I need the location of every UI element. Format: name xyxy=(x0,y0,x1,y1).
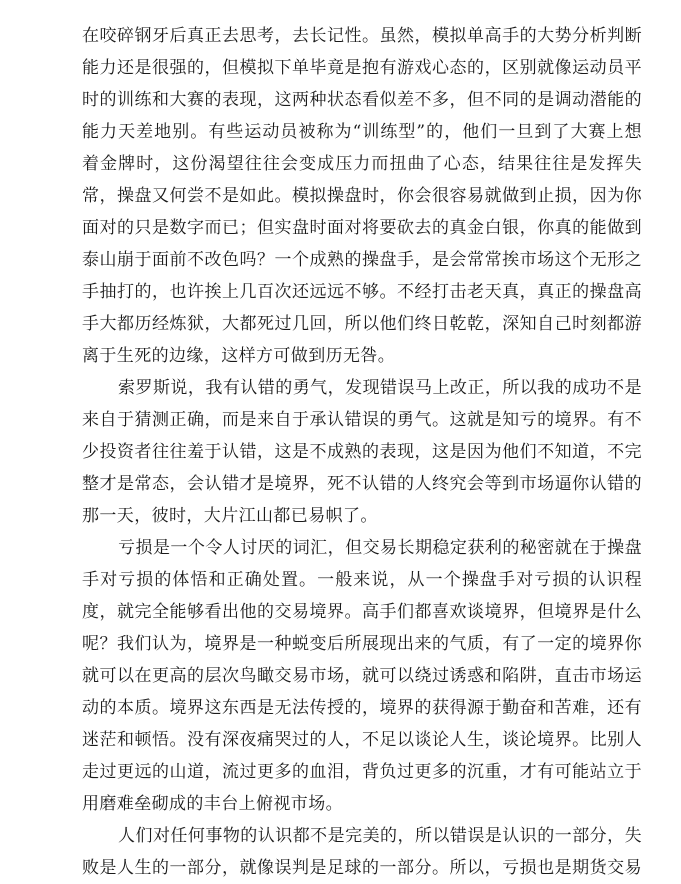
text-line: 迷茫和顿悟。没有深夜痛哭过的人，不足以谈论人生，谈论境界。比别人 xyxy=(82,730,642,750)
text-line: 来自于猜测正确，而是来自于承认错误的勇气。这就是知亏的境界。有不 xyxy=(82,410,642,430)
text-line: 用磨难垒砌成的丰台上俯视市场。 xyxy=(82,794,343,814)
text-line: 能力天差地别。有些运动员被称为“训练型”的，他们一旦到了大赛上想 xyxy=(82,122,642,142)
text-line: 度，就完全能够看出他的交易境界。高手们都喜欢谈境界，但境界是什么 xyxy=(82,602,642,622)
text-line: 能力还是很强的，但模拟下单毕竟是抱有游戏心态的，区别就像运动员平 xyxy=(82,58,642,78)
text-line: 泰山崩于面前不改色吗？一个成熟的操盘手，是会常常挨市场这个无形之 xyxy=(82,250,642,270)
text-line: 那一天，彼时，大片江山都已易帜了。 xyxy=(82,506,378,526)
text-line: 呢？我们认为，境界是一种蜕变后所展现出来的气质，有了一定的境界你 xyxy=(82,634,642,654)
text-line: 索罗斯说，我有认错的勇气，发现错误马上改正，所以我的成功不是 xyxy=(118,378,642,398)
text-line: 败是人生的一部分，就像误判是足球的一部分。所以，亏损也是期货交易 xyxy=(82,858,642,878)
text-line: 着金牌时，这份渴望往往会变成压力而扭曲了心态，结果往往是发挥失 xyxy=(82,154,642,174)
text-line: 整才是常态，会认错才是境界，死不认错的人终究会等到市场逼你认错的 xyxy=(82,474,642,494)
text-line: 手对亏损的体悟和正确处置。一般来说，从一个操盘手对亏损的认识程 xyxy=(82,570,642,590)
text-line: 时的训练和大赛的表现，这两种状态看似差不多，但不同的是调动潜能的 xyxy=(82,90,642,110)
text-line: 手大都历经炼狱，大都死过几回，所以他们终日乾乾，深知自己时刻都游 xyxy=(82,314,642,334)
text-line: 面对的只是数字而已；但实盘时面对将要砍去的真金白银，你真的能做到 xyxy=(82,218,642,238)
text-line: 常，操盘又何尝不是如此。模拟操盘时，你会很容易就做到止损，因为你 xyxy=(82,186,642,206)
text-line: 人们对任何事物的认识都不是完美的，所以错误是认识的一部分，失 xyxy=(118,826,642,846)
text-line: 离于生死的边缘，这样方可做到历无咎。 xyxy=(82,346,396,366)
text-line: 就可以在更高的层次鸟瞰交易市场，就可以绕过诱惑和陷阱，直击市场运 xyxy=(82,666,642,686)
text-line: 亏损是一个令人讨厌的词汇，但交易长期稳定获利的秘密就在于操盘 xyxy=(118,538,642,558)
text-line: 动的本质。境界这东西是无法传授的，境界的获得源于勤奋和苦难，还有 xyxy=(82,698,642,718)
body-text xyxy=(82,20,642,884)
text-line: 少投资者往往羞于认错，这是不成熟的表现，这是因为他们不知道，不完 xyxy=(82,442,642,462)
text-line: 在咬碎钢牙后真正去思考，去长记性。虽然，模拟单高手的大势分析判断 xyxy=(82,26,642,46)
text-line: 手抽打的，也许挨上几百次还远远不够。不经打击老天真，真正的操盘高 xyxy=(82,282,642,302)
text-line: 走过更远的山道，流过更多的血泪，背负过更多的沉重，才有可能站立于 xyxy=(82,762,642,782)
